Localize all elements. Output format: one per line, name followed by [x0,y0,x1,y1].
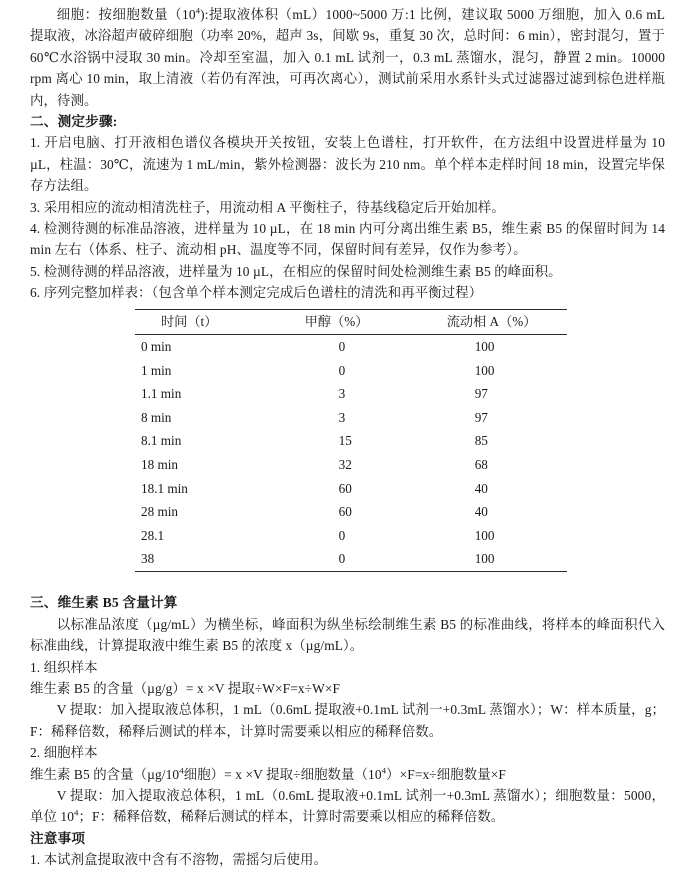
cell-mobile-phase-a: 100 [439,547,567,572]
cell-mobile-phase-a: 97 [474,386,488,402]
step-item-6: 6. 序列完整加样表：（包含单个样本测定完成后色谱柱的清洗和再平衡过程） [30,285,483,301]
table-row [135,429,567,453]
cell-methanol: 60 [338,480,352,496]
subsection-two-title: 2. 细胞样本 [30,745,98,761]
cell-methanol: 0 [338,338,346,354]
intro-text-part2: ):提取液体积（mL）1000~5000 万:1 比例，建议取 5000 万细胞，加入 0.6 mL 提取液，冰浴超声破碎细胞（功率 20%，超声 3s，间歇 9s，重复 30 次，总时间：6 min），密封混匀，置于 60℃水浴锅中浸取 30 min。冷却至室温，加入 0.1 mL 试剂一，0.3 mL 蒸馏水，混匀，静置 2 min。10000 rpm 离心 10 min，取上清液（若仍有浑浊，可再次离心），测试前采用水系针头式过滤器过滤到棕色进样瓶内，待测。 [30,7,665,108]
table-row [135,523,567,547]
table-row [135,547,567,572]
sequence-table-body [135,334,567,572]
cell-formula-part3: ）×F=x÷细胞数量×F [386,766,506,782]
cell-note-part1: V 提取：加入提取液总体积，1 mL（0.6mL 提取液+0.1mL 试剂一+0.3mL 蒸馏水）；细胞数量：5000，单位 10 [30,787,665,825]
table-row [135,358,567,382]
cell-sample-formula [30,764,665,785]
superscript-four: 4 [381,765,387,776]
cell-methanol: 60 [338,504,352,520]
cell-methanol: 15 [338,433,352,449]
section-three-heading: 三、维生素 B5 含量计算 [30,595,178,611]
cell-time: 1 min [141,362,172,378]
tissue-sample-formula: 维生素 B5 的含量（µg/g）= x ×V 提取÷W×F=x÷W×F [30,680,341,696]
cell-mobile-phase-a: 100 [474,362,495,378]
sequence-table [135,309,567,573]
cell-methanol: 3 [338,409,346,425]
table-row [135,382,567,406]
step-item-5: 5. 检测待测的样品溶液，进样量为 10 µL，在相应的保留时间处检测维生素 B5 的峰面积。 [30,263,562,279]
cell-mobile-phase-a: 40 [474,504,488,520]
tissue-sample-note: V 提取：加入提取液总体积，1 mL（0.6mL 提取液+0.1mL 试剂一+0.3mL 蒸馏水）；W：样本质量，g；F：稀释倍数，稀释后测试的样本，计算时需要乘以相应的稀释倍数。 [30,702,665,739]
note-item-1: 1. 本试剂盒提取液中含有不溶物，需摇匀后使用。 [30,852,327,868]
superscript-four: 4 [74,807,79,818]
cell-time: 38 [135,547,283,572]
cell-time: 18 min [141,456,178,472]
spacer [30,572,665,592]
cell-mobile-phase-a: 97 [474,409,488,425]
table-header-row [135,309,567,334]
step-item-4: 4. 检测待测的标准品溶液，进样量为 10 µL，在 18 min 内可分离出维生素 B5，维生素 B5 的保留时间为 14 min 左右（体系、柱子、流动相 pH、温度等不同，保留时间有差异，仅作为参考）。 [30,221,665,258]
cell-mobile-phase-a: 100 [474,338,495,354]
cell-methanol: 0 [338,362,346,378]
sequence-table-head [135,309,567,334]
column-header-mobile-phase-a: 流动相 A（%） [439,309,567,334]
cell-time: 8.1 min [141,433,182,449]
table-row [135,500,567,524]
cell-methanol: 0 [283,547,439,572]
column-header-methanol: 甲醇（%） [283,309,439,334]
cell-time: 0 min [141,338,172,354]
cell-time: 1.1 min [141,386,182,402]
step-item-3: 3. 采用相应的流动相清洗柱子，用流动相 A 平衡柱子，待基线稳定后开始加样。 [30,199,505,215]
cell-methanol: 3 [338,386,346,402]
sequence-table-wrapper [30,309,665,573]
cell-note-part2: ；F：稀释倍数，稀释后测试的样本，计算时需要乘以相应的稀释倍数。 [78,809,505,825]
cell-mobile-phase-a: 68 [474,456,488,472]
superscript-four: 4 [179,765,184,776]
table-row [135,405,567,429]
cell-formula-part1: 维生素 B5 的含量（µg/10 [30,766,180,782]
intro-text-part1: 细胞：按细胞数量（10 [56,7,196,22]
cell-time: 8 min [141,409,172,425]
intro-paragraph [30,4,665,111]
superscript-four: 4 [195,5,201,16]
cell-mobile-phase-a: 85 [474,433,488,449]
cell-methanol: 32 [338,456,352,472]
cell-methanol: 0 [338,527,346,543]
column-header-time: 时间（t） [135,309,283,334]
subsection-one-title: 1. 组织样本 [30,659,98,675]
cell-formula-part2: 细胞）= x ×V 提取÷细胞数量（10 [183,766,382,782]
cell-time: 28 min [141,504,178,520]
section-three-intro: 以标准品浓度（µg/mL）为横坐标，峰面积为纵坐标绘制维生素 B5 的标准曲线，将样本的峰面积代入标准曲线，计算提取液中维生素 B5 的浓度 x（µg/mL）。 [30,616,665,654]
cell-time: 18.1 min [141,480,188,496]
notes-heading: 注意事项 [30,830,86,846]
cell-time: 28.1 [141,527,165,543]
cell-mobile-phase-a: 40 [474,480,488,496]
table-row [135,476,567,500]
section-two-heading: 二、测定步骤: [30,114,118,130]
step-item-1: 1. 开启电脑、打开液相色谱仪各模块开关按钮，安装上色谱柱，打开软件，在方法组中设置进样量为 10 µL，柱温：30℃，流速为 1 mL/min，紫外检测器：波长为 210 nm。单个样本走样时间 18 min，设置完毕保存方法组。 [30,135,665,194]
table-row [135,334,567,358]
table-row [135,453,567,477]
cell-sample-note [30,785,665,828]
cell-mobile-phase-a: 100 [474,527,495,543]
